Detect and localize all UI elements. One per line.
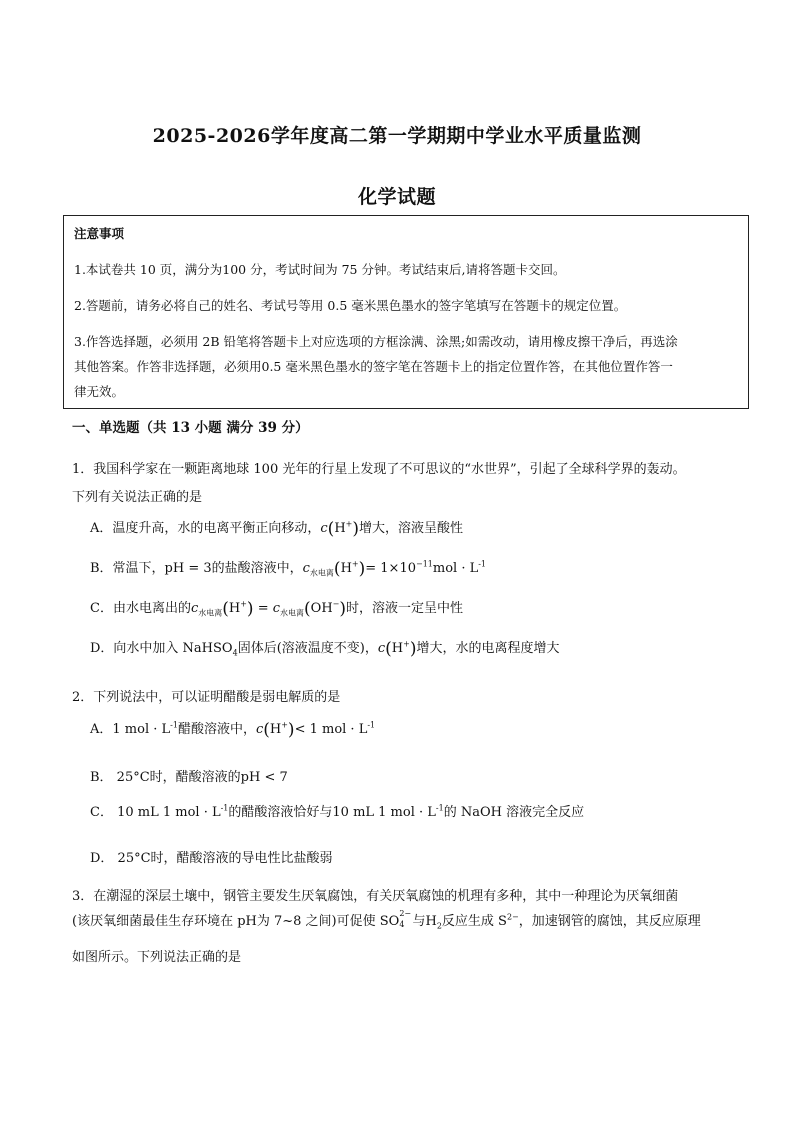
q3-stem-line-3: 如图所示。下列说法正确的是 (72, 950, 242, 965)
q2-option-a-label: A． (90, 722, 113, 737)
notice-item-3-line-1: 3.作答选择题，必须用 2B 铅笔将答题卡上对应选项的方框涂满、涂黑;如需改动，请用橡皮擦干净后，再选涂 (74, 334, 678, 349)
plus-charge: + (403, 639, 410, 649)
q3-line-2-post: 反应生成 S (441, 914, 507, 929)
unit-exponent: -1 (220, 803, 229, 813)
q1-stem-line-1: 1．我国科学家在一颗距离地球 100 光年的行星上发现了不可思议的“水世界”，引起了全球科学界的轰动。 (72, 462, 686, 477)
water-subscript: 水电离 (309, 568, 334, 578)
q1-option-b-value: = 1×10 (365, 561, 416, 576)
h-ion: H (334, 521, 346, 536)
q3-line-2-text: (该厌氧细菌最佳生存环境在 pH为 7~8 之间)可促使 SO (72, 914, 400, 929)
sulfate-indices (399, 909, 412, 929)
plus-charge: + (240, 599, 247, 609)
notice-heading: 注意事项 (74, 226, 125, 241)
q3-stem-line-2 (72, 910, 701, 931)
plus-charge: + (345, 519, 353, 529)
unit: mol · L (432, 561, 479, 576)
h2-subscript: 2 (436, 921, 442, 931)
exponent: −11 (415, 559, 433, 569)
water-subscript: 水电离 (280, 608, 305, 618)
q2-option-c-tail: 的 NaOH 溶液完全反应 (443, 805, 585, 820)
c-symbol: c (272, 601, 281, 616)
water-subscript: 水电离 (198, 608, 223, 618)
c-symbol: c (255, 722, 264, 737)
q1-option-d: D．向水中加入 NaHSO$_4$固体后(溶液温度不变)，c(H+)增大，水的电离程度增大 (90, 639, 560, 659)
q1-option-a: A．温度升高，水的电离平衡正向移动，c(H+)增大，溶液呈酸性 (90, 519, 464, 539)
q1-option-d-tail: 增大，水的电离程度增大 (416, 641, 560, 656)
q1-option-c: C．由水电离出的$c_{水电离}(H^+) = c_{水电离}(OH^-)$时，溶液一定呈中性 (90, 599, 464, 619)
q1-option-a-tail: 增大，溶液呈酸性 (359, 521, 464, 536)
notice-item-3-line-3: 律无效。 (74, 384, 125, 399)
q3-stem-line-1: 3．在潮湿的深层土壤中，钢管主要发生厌氧腐蚀，有关厌氧腐蚀的机理有多种，其中一种理论为厌氧细菌 (72, 889, 679, 904)
unit-exponent: -1 (435, 803, 444, 813)
plus-charge: + (351, 559, 359, 569)
unit-exponent: -1 (170, 720, 178, 730)
sulfide-charge: 2− (506, 912, 519, 922)
notice-item-2: 2.答题前，请务必将自己的姓名、考试号等用 0.5 毫米黑色墨水的签字笔填写在答题卡的规定位置。 (74, 298, 627, 313)
q1-option-b-text: B．常温下，pH = 3的盐酸溶液中， (90, 561, 303, 576)
q2-option-a-conc: 1 mol · L (112, 722, 171, 737)
q2-option-a-mid: 醋酸溶液中， (177, 722, 256, 737)
q2-stem: 2．下列说法中，可以证明醋酸是弱电解质的是 (72, 690, 341, 705)
q2-option-a-tail: < 1 mol · L (294, 722, 368, 737)
q2-option-c-text: C． 10 mL 1 mol · L (90, 805, 221, 820)
c-symbol: c (377, 641, 386, 656)
q2-option-b: B． 25°C时，醋酸溶液的pH < 7 (90, 770, 288, 785)
minus-charge: − (332, 599, 340, 609)
c-symbol: c (320, 521, 328, 536)
q2-option-c-mid: 的醋酸溶液恰好与10 mL 1 mol · L (228, 805, 436, 820)
h-ion: H (391, 641, 404, 656)
h-ion: H (269, 722, 282, 737)
subscript-4: 4 (232, 648, 238, 658)
q1-option-d-mid: 固体后(溶液温度不变)， (237, 641, 378, 656)
c-symbol: c (302, 561, 310, 576)
q1-option-b: B．常温下，pH = 3的盐酸溶液中，$c_{水电离}(H^+)= 1\times 10^{-11}mol \cdot L^{-1}$ (90, 559, 487, 579)
plus-charge: + (281, 720, 288, 730)
q1-option-d-text: D．向水中加入 NaHSO (90, 641, 233, 656)
exam-title: 2025-2026学年度高二第一学期期中学业水平质量监测 (152, 125, 642, 147)
q2-option-a: A．1 mol · $L^{-1}$醋酸溶液中，c(H+)< 1 mol · $L^{-1}$ (90, 720, 376, 740)
sulfate-charge: 2− (399, 909, 412, 918)
q1-option-c-text: C．由水电离出的 (90, 601, 191, 616)
h-ion: H (228, 601, 241, 616)
q3-line-2-end: ，加速钢管的腐蚀，其反应原理 (518, 914, 701, 929)
c-symbol: c (190, 601, 199, 616)
notice-box (63, 215, 749, 409)
notice-item-3-line-2: 其他答案。作答非选择题，必须用0.5 毫米黑色墨水的签字笔在答题卡上的指定位置作答，在其他位置作答一 (74, 359, 673, 374)
oh-ion: OH (310, 601, 333, 616)
sulfate-subscript: 4 (399, 920, 405, 929)
q1-option-a-text: A．温度升高，水的电离平衡正向移动， (90, 521, 321, 536)
h-ion: H (340, 561, 352, 576)
q3-line-2-mid: 与H (408, 914, 437, 929)
exam-subject: 化学试题 (357, 186, 436, 208)
q2-option-c (90, 801, 584, 820)
q2-option-d: D． 25°C时，醋酸溶液的导电性比盐酸弱 (90, 851, 333, 866)
q1-option-c-tail: 时，溶液一定呈中性 (346, 601, 464, 616)
unit-exponent: -1 (478, 559, 487, 569)
notice-item-1: 1.本试卷共 10 页，满分为100 分，考试时间为 75 分钟。考试结束后,请将答题卡交回。 (74, 262, 566, 277)
section-heading: 一、单选题（共 13 小题 满分 39 分） (72, 420, 309, 436)
q1-stem-line-2: 下列有关说法正确的是 (72, 490, 203, 505)
unit-exponent: -1 (367, 720, 376, 730)
